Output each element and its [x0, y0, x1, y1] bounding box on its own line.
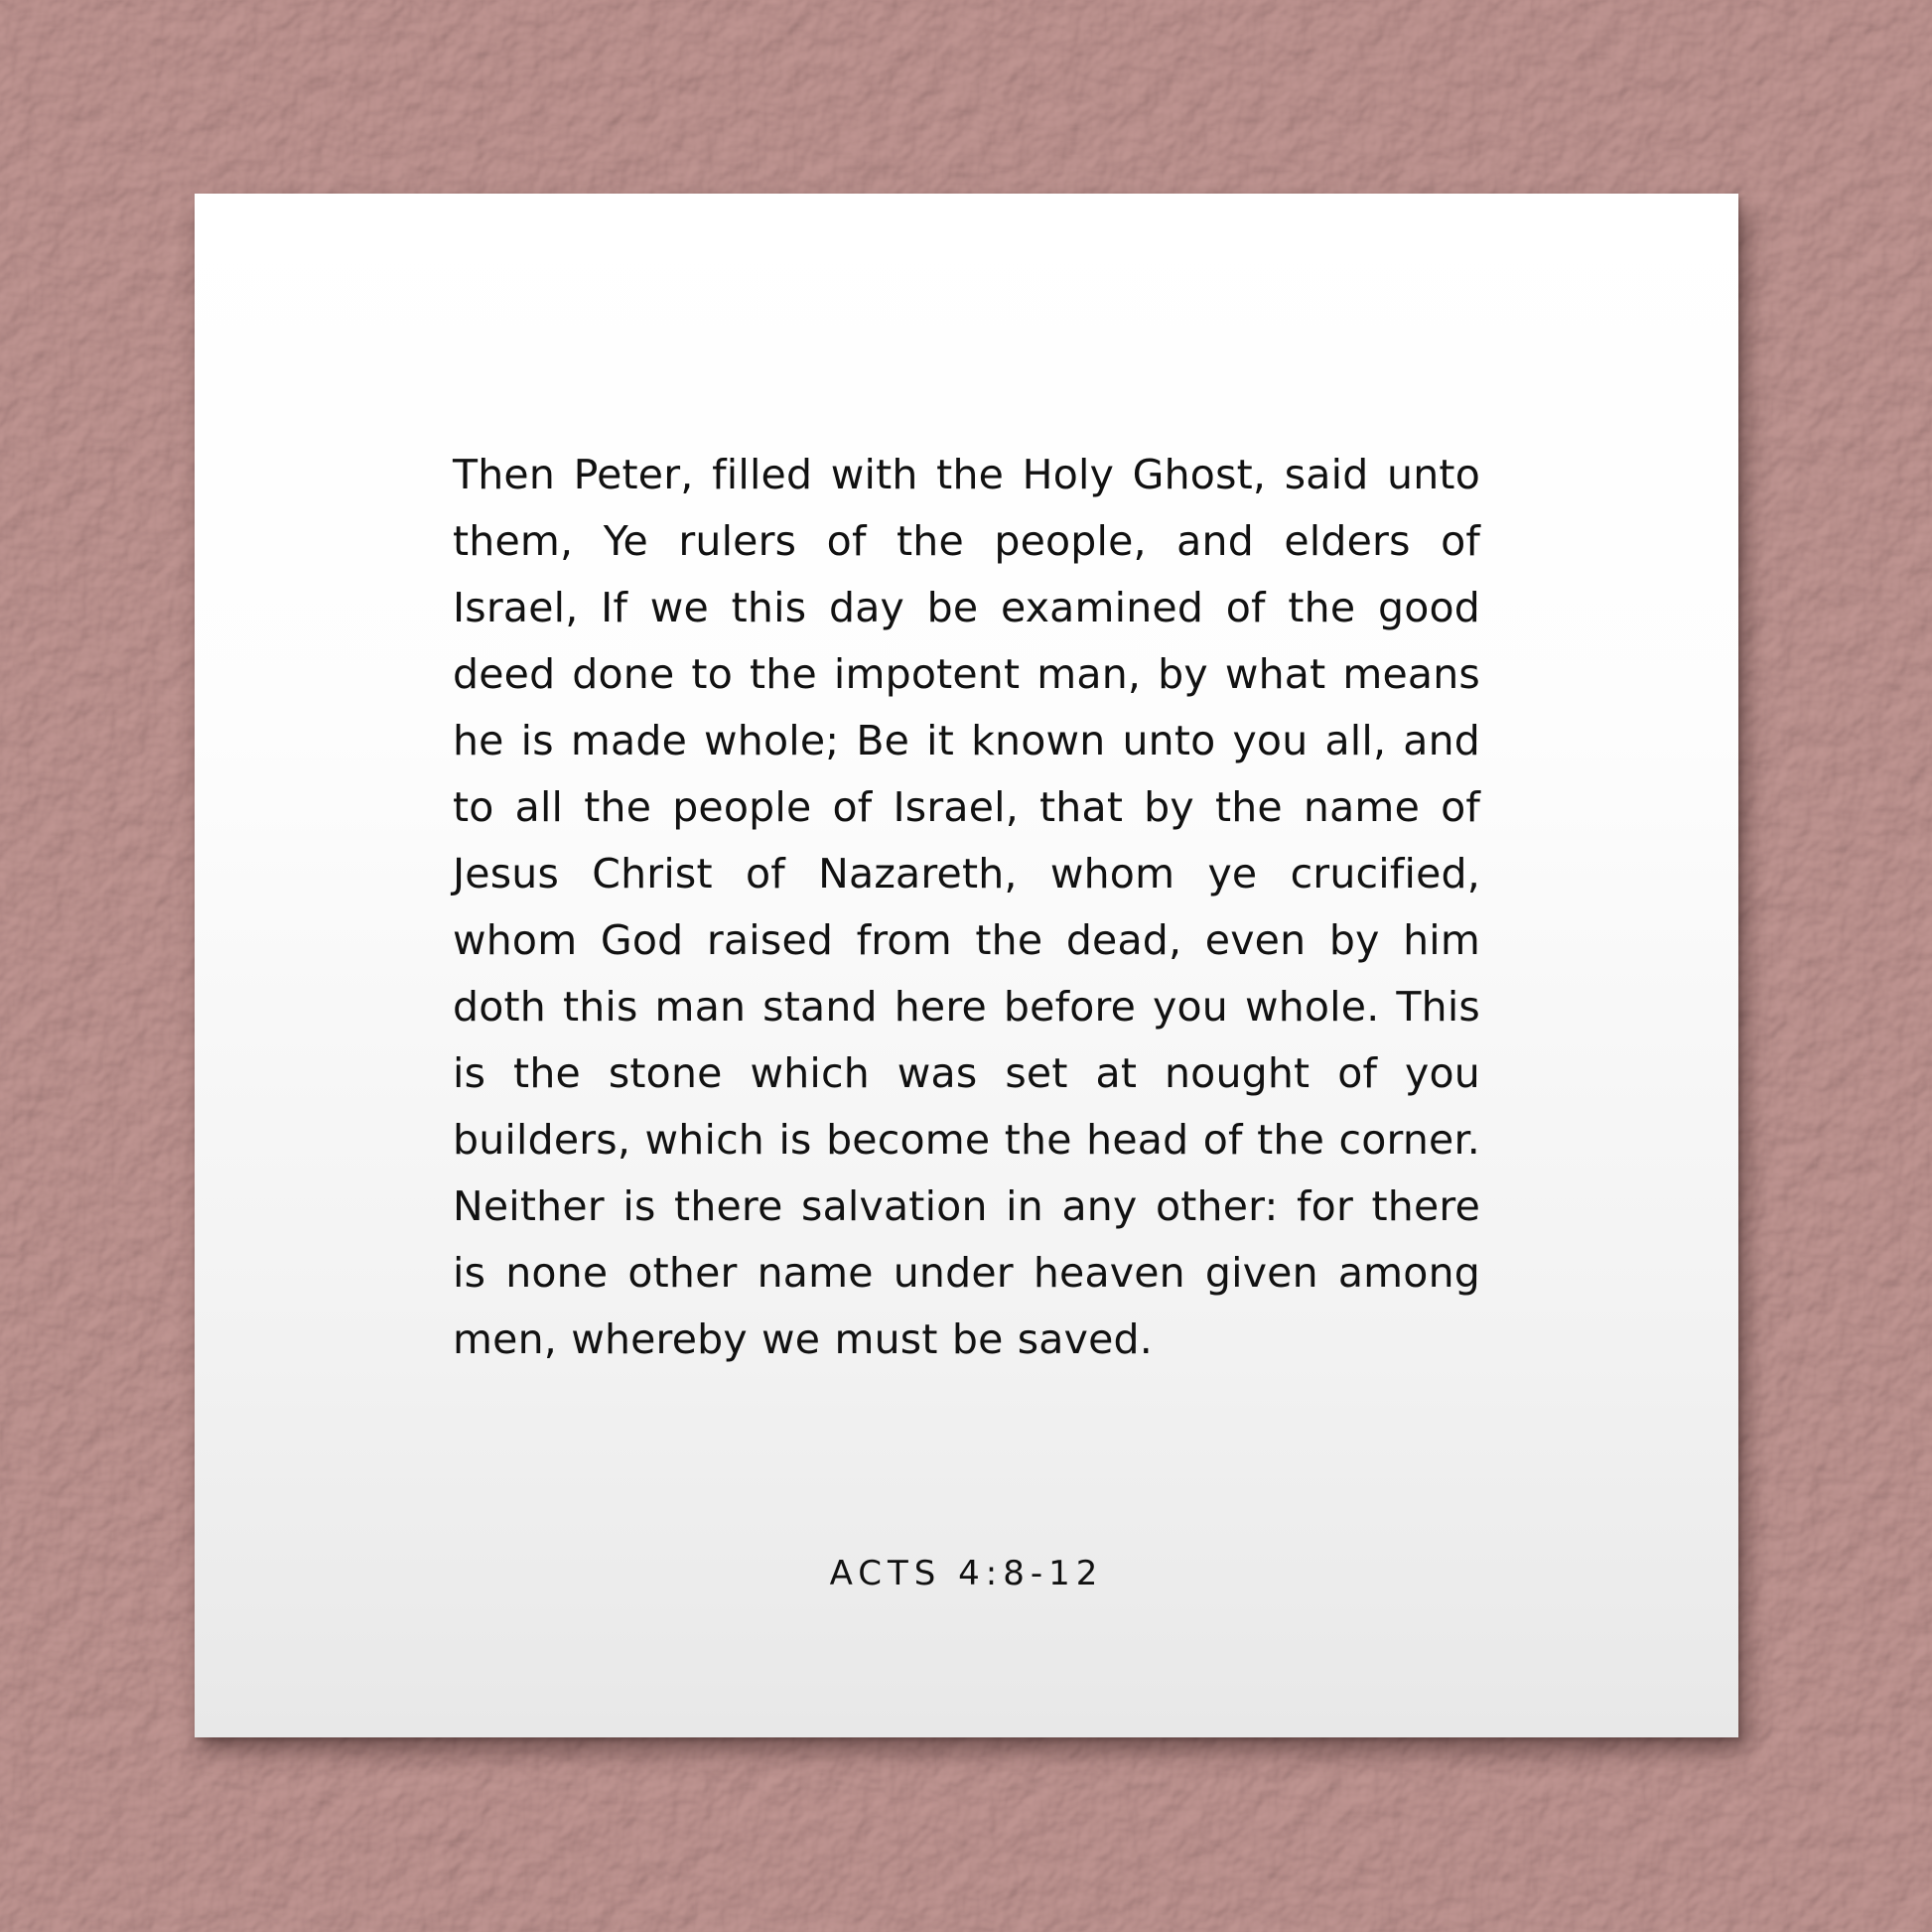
verse-text: Then Peter, filled with the Holy Ghost, said unto them, Ye rulers of the people, and elders of Israel, If we this day be examined of the good deed done to the impotent man, by what means he is made whole; Be it known unto you all, and to all the people of Israel, that by the name of Jesus Christ of Nazareth, whom ye crucified, whom God raised from the dead, even by him doth this man stand here before you whole. This is the stone which was set at nought of you builders, which is become the head of the corner. Neither is there salvation in any other: for there is none other name under heaven given among men, whereby we must be saved.: [453, 451, 1480, 1363]
scripture-print: [195, 194, 1738, 1737]
verse-reference: ACTS 4:8-12: [829, 1554, 1104, 1593]
